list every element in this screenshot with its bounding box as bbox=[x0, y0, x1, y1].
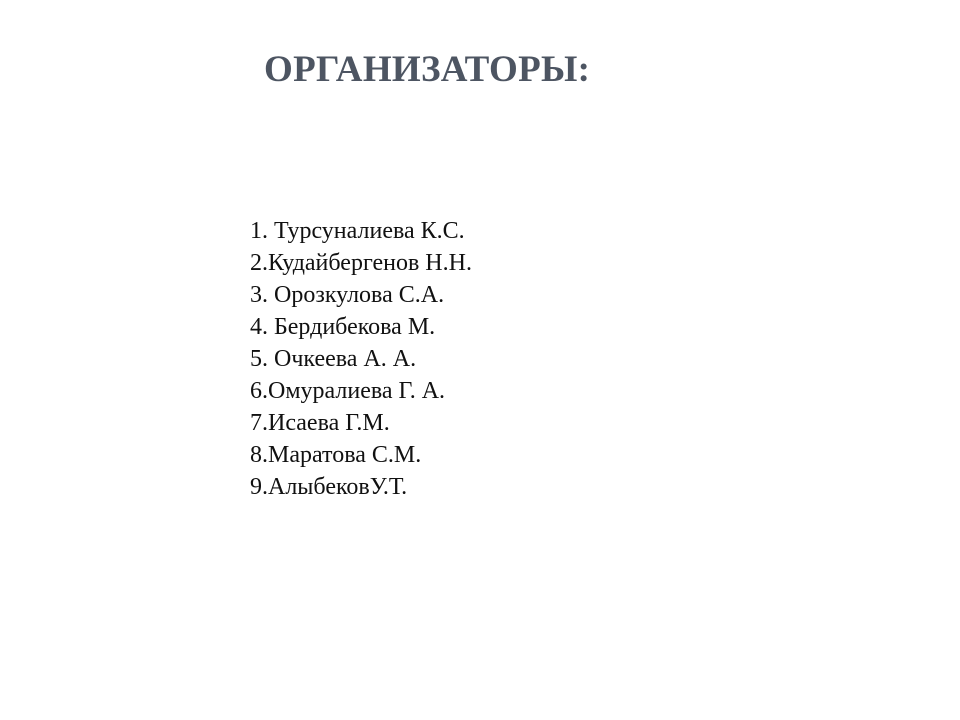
slide-title: ОРГАНИЗАТОРЫ: bbox=[264, 49, 591, 90]
organizer-item: 3. Орозкулова С.А. bbox=[250, 282, 445, 308]
organizer-item: 2.Кудайбергенов Н.Н. bbox=[250, 250, 472, 276]
organizer-item: 1. Турсуналиева К.С. bbox=[250, 218, 465, 244]
organizer-item: 4. Бердибекова М. bbox=[250, 314, 436, 340]
organizer-item: 8.Маратова С.М. bbox=[250, 442, 422, 468]
organizer-item: 6.Омуралиева Г. А. bbox=[250, 378, 446, 404]
organizer-item: 5. Очкеева А. А. bbox=[250, 346, 417, 372]
organizers-list bbox=[250, 215, 472, 503]
organizer-item: 7.Исаева Г.М. bbox=[250, 410, 390, 436]
organizer-item: 9.АлыбековУ.Т. bbox=[250, 474, 408, 500]
